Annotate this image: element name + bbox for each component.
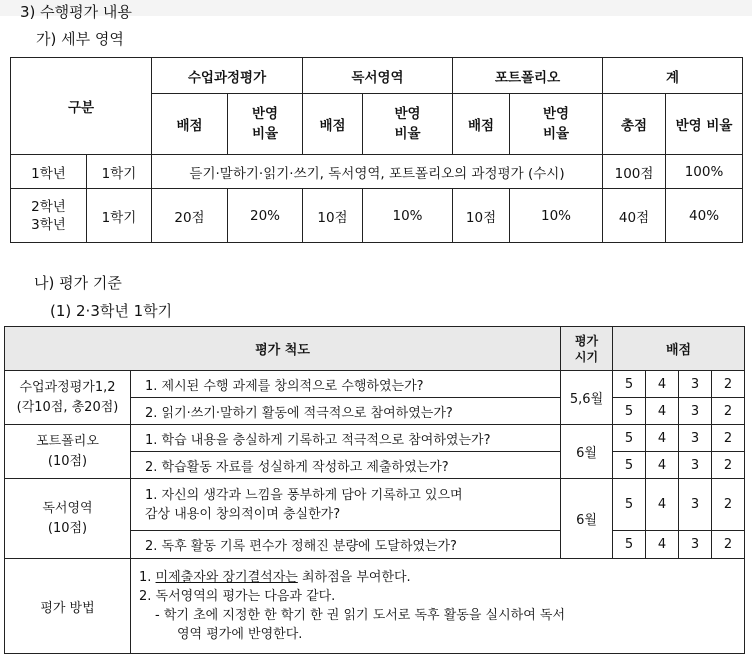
- row1-term: 1학기: [87, 155, 152, 189]
- portfolio-ratio-header: 반영 비율: [510, 94, 603, 155]
- process-ratio-header: 반영 비율: [228, 94, 303, 155]
- score-4: 4: [646, 398, 679, 425]
- score-5: 5: [613, 371, 646, 398]
- reading-score-header: 배점: [303, 94, 363, 155]
- header-process: 수업과정평가: [152, 58, 303, 94]
- timing-reading: 6월: [561, 479, 613, 559]
- section-heading-3: 3) 수행평가 내용: [20, 3, 132, 21]
- criteria-header: 평가 척도: [5, 327, 561, 371]
- score-5: 5: [613, 479, 646, 531]
- timing-header: 평가 시기: [561, 327, 613, 371]
- score-4: 4: [646, 371, 679, 398]
- score-header: 배점: [613, 327, 745, 371]
- criterion-portfolio-2: 2. 학습활동 자료를 성실하게 작성하고 제출하였는가?: [131, 452, 561, 479]
- total-ratio-header: 반영 비율: [666, 94, 743, 155]
- process-score-header: 배점: [152, 94, 228, 155]
- criterion-process-2: 2. 읽기·쓰기·말하기 활동에 적극적으로 참여하였는가?: [131, 398, 561, 425]
- area-name-reading: 독서영역 (10점): [5, 479, 131, 559]
- reading-ratio-header: 반영 비율: [363, 94, 453, 155]
- method-content: [131, 559, 745, 654]
- row2-reading-score: 10점: [303, 189, 363, 243]
- score-5: 5: [613, 452, 646, 479]
- criterion-reading-1: 1. 자신의 생각과 느낌을 풍부하게 담아 기록하고 있으며 감상 내용이 창의적이며 충실한가?: [131, 479, 561, 531]
- method-line-4: 영역 평가에 반영한다.: [177, 627, 303, 642]
- score-3: 3: [679, 479, 712, 531]
- method-label: 평가 방법: [5, 559, 131, 654]
- method-line-1: 1. 미제출자와 장기결석자는 최하점을 부여한다.: [139, 570, 411, 585]
- score-2: 2: [712, 531, 745, 559]
- row1-description: 듣기·말하기·읽기·쓰기, 독서영역, 포트폴리오의 과정평가 (수시): [152, 155, 603, 189]
- row2-process-score: 20점: [152, 189, 228, 243]
- row2-total-ratio: 40%: [666, 189, 743, 243]
- score-5: 5: [613, 531, 646, 559]
- row2-term: 1학기: [87, 189, 152, 243]
- score-3: 3: [679, 452, 712, 479]
- row2-reading-ratio: 10%: [363, 189, 453, 243]
- criterion-portfolio-1: 1. 학습 내용을 충실하게 기록하고 적극적으로 참여하였는가?: [131, 425, 561, 452]
- header-portfolio: 포트폴리오: [453, 58, 603, 94]
- score-2: 2: [712, 425, 745, 452]
- area-name-portfolio: 포트폴리오 (10점): [5, 425, 131, 479]
- timing-process: 5,6월: [561, 371, 613, 425]
- method-underlined-text: 미제출자와 장기결석자는: [155, 570, 298, 585]
- criterion-reading-2: 2. 독후 활동 기록 편수가 정해진 분량에 도달하였는가?: [131, 531, 561, 559]
- header-reading: 독서영역: [303, 58, 453, 94]
- row2-total: 40점: [603, 189, 666, 243]
- area-table: [10, 57, 743, 243]
- score-3: 3: [679, 531, 712, 559]
- score-2: 2: [712, 398, 745, 425]
- row2-portfolio-score: 10점: [453, 189, 510, 243]
- score-4: 4: [646, 452, 679, 479]
- area-name-process: 수업과정평가1,2 (각10점, 총20점): [5, 371, 131, 425]
- timing-portfolio: 6월: [561, 425, 613, 479]
- subsection-heading-ga: 가) 세부 영역: [36, 30, 124, 48]
- method-line-3: - 학기 초에 지정한 한 학기 한 권 읽기 도서로 독후 활동을 실시하여 독서: [155, 608, 566, 623]
- row2-portfolio-ratio: 10%: [510, 189, 603, 243]
- portfolio-score-header: 배점: [453, 94, 510, 155]
- score-4: 4: [646, 531, 679, 559]
- header-total: 계: [603, 58, 743, 94]
- row2-grade: 2학년 3학년: [11, 189, 87, 243]
- row1-grade: 1학년: [11, 155, 87, 189]
- score-5: 5: [613, 425, 646, 452]
- method-line-2: 2. 독서영역의 평가는 다음과 같다.: [139, 589, 336, 604]
- row1-ratio: 100%: [666, 155, 743, 189]
- score-2: 2: [712, 371, 745, 398]
- header-gubun: 구분: [11, 58, 152, 155]
- score-4: 4: [646, 425, 679, 452]
- score-2: 2: [712, 479, 745, 531]
- criterion-process-1: 1. 제시된 수행 과제를 창의적으로 수행하였는가?: [131, 371, 561, 398]
- criteria-table: [4, 326, 745, 654]
- score-3: 3: [679, 425, 712, 452]
- score-5: 5: [613, 398, 646, 425]
- subsection-heading-na: 나) 평가 기준: [34, 274, 122, 292]
- row2-process-ratio: 20%: [228, 189, 303, 243]
- score-4: 4: [646, 479, 679, 531]
- score-3: 3: [679, 371, 712, 398]
- total-score-header: 총점: [603, 94, 666, 155]
- score-3: 3: [679, 398, 712, 425]
- row1-total: 100점: [603, 155, 666, 189]
- subsection-heading-1: (1) 2·3학년 1학기: [50, 302, 173, 320]
- score-2: 2: [712, 452, 745, 479]
